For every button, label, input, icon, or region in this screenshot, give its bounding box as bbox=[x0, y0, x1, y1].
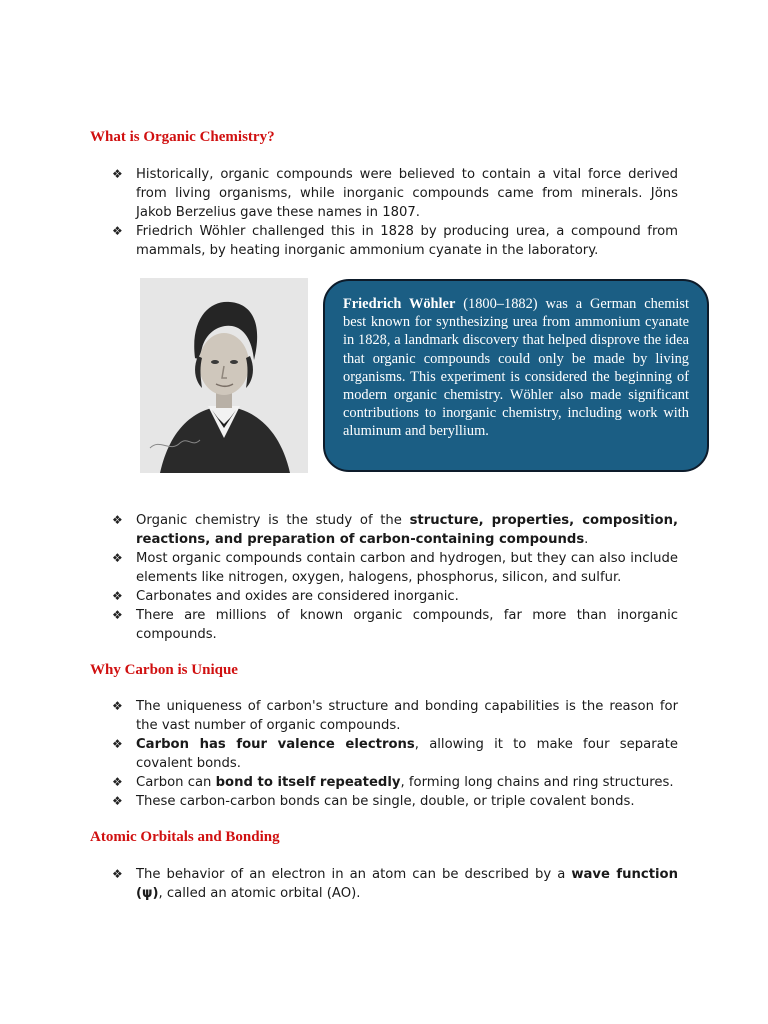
callout-name: Friedrich Wöhler bbox=[343, 296, 456, 312]
text-run: Historically, organic compounds were believed to contain a vital force derived from living organisms, while inorganic compounds came from minerals. Jöns Jakob Berzelius gave these names in 1807. bbox=[136, 167, 678, 220]
diamond-bullet-icon: ❖ bbox=[112, 224, 123, 238]
diamond-bullet-icon: ❖ bbox=[112, 513, 123, 527]
bullet-item bbox=[112, 865, 678, 903]
text-run: Most organic compounds contain carbon and hydrogen, but they can also include elements like nitrogen, oxygen, halogens, phosphorus, silicon, and sulfur. bbox=[136, 551, 678, 585]
text-run: There are millions of known organic compounds, far more than inorganic compounds. bbox=[136, 608, 678, 642]
callout-text: (1800–1882) was a German chemist best known for synthesizing urea from ammonium cyanate in 1828, a landmark discovery that helped disprove the idea that organic compounds could only be made by living organisms. This experiment is considered the beginning of modern organic chemistry. Wöhler also made significant contributions to inorganic chemistry, including work with aluminum and beryllium. bbox=[343, 296, 689, 440]
bullet-item bbox=[112, 511, 678, 549]
bullet-list-orbitals bbox=[112, 865, 678, 903]
text-run: , called an atomic orbital (AO). bbox=[158, 886, 361, 901]
bullet-item bbox=[112, 606, 678, 644]
text-run: . bbox=[584, 532, 589, 547]
bullet-item bbox=[112, 735, 678, 773]
diamond-bullet-icon: ❖ bbox=[112, 589, 123, 603]
bullet-list-carbon bbox=[112, 697, 678, 811]
diamond-bullet-icon: ❖ bbox=[112, 699, 123, 713]
text-run: These carbon-carbon bonds can be single, double, or triple covalent bonds. bbox=[136, 794, 635, 809]
bullet-item bbox=[112, 792, 678, 811]
text-run: The uniqueness of carbon's structure and bonding capabilities is the reason for the vast number of organic compounds. bbox=[136, 699, 678, 733]
diamond-bullet-icon: ❖ bbox=[112, 867, 123, 881]
bullet-list-definition bbox=[112, 511, 678, 644]
text-run: The behavior of an electron in an atom can be described by a bbox=[136, 867, 572, 882]
bullet-item bbox=[112, 165, 678, 222]
diamond-bullet-icon: ❖ bbox=[112, 608, 123, 622]
heading-what-is-organic-chemistry: What is Organic Chemistry? bbox=[90, 129, 275, 145]
text-run: Carbon can bbox=[136, 775, 216, 790]
bold-text: bond to itself repeatedly bbox=[215, 775, 401, 790]
text-run: , allowing it to make four separate covalent bonds. bbox=[136, 737, 678, 771]
bullet-item bbox=[112, 549, 678, 587]
text-run: Friedrich Wöhler challenged this in 1828 by producing urea, a compound from mammals, by heating inorganic ammonium cyanate in the laboratory. bbox=[136, 224, 678, 258]
text-run: , forming long chains and ring structures. bbox=[400, 775, 674, 790]
text-run: Organic chemistry is the study of the bbox=[136, 513, 410, 528]
bold-text: structure, properties, composition, reactions, and preparation of carbon-containing compounds bbox=[136, 513, 678, 547]
heading-why-carbon-is-unique: Why Carbon is Unique bbox=[90, 662, 238, 678]
bullet-item bbox=[112, 697, 678, 735]
bold-text: Carbon has four valence electrons bbox=[136, 737, 415, 752]
diamond-bullet-icon: ❖ bbox=[112, 775, 123, 789]
heading-atomic-orbitals-and-bonding: Atomic Orbitals and Bonding bbox=[90, 829, 280, 845]
diamond-bullet-icon: ❖ bbox=[112, 737, 123, 751]
text-run: Carbonates and oxides are considered inorganic. bbox=[136, 589, 459, 604]
bold-text: wave function (ψ) bbox=[136, 867, 678, 901]
bullet-item bbox=[112, 222, 678, 260]
bullet-item bbox=[112, 773, 678, 792]
diamond-bullet-icon: ❖ bbox=[112, 794, 123, 808]
diamond-bullet-icon: ❖ bbox=[112, 167, 123, 181]
friedrich-wohler-portrait bbox=[140, 278, 308, 473]
bullet-item bbox=[112, 587, 678, 606]
bullet-list-intro bbox=[112, 165, 678, 260]
wohler-biography-callout bbox=[323, 279, 709, 472]
diamond-bullet-icon: ❖ bbox=[112, 551, 123, 565]
